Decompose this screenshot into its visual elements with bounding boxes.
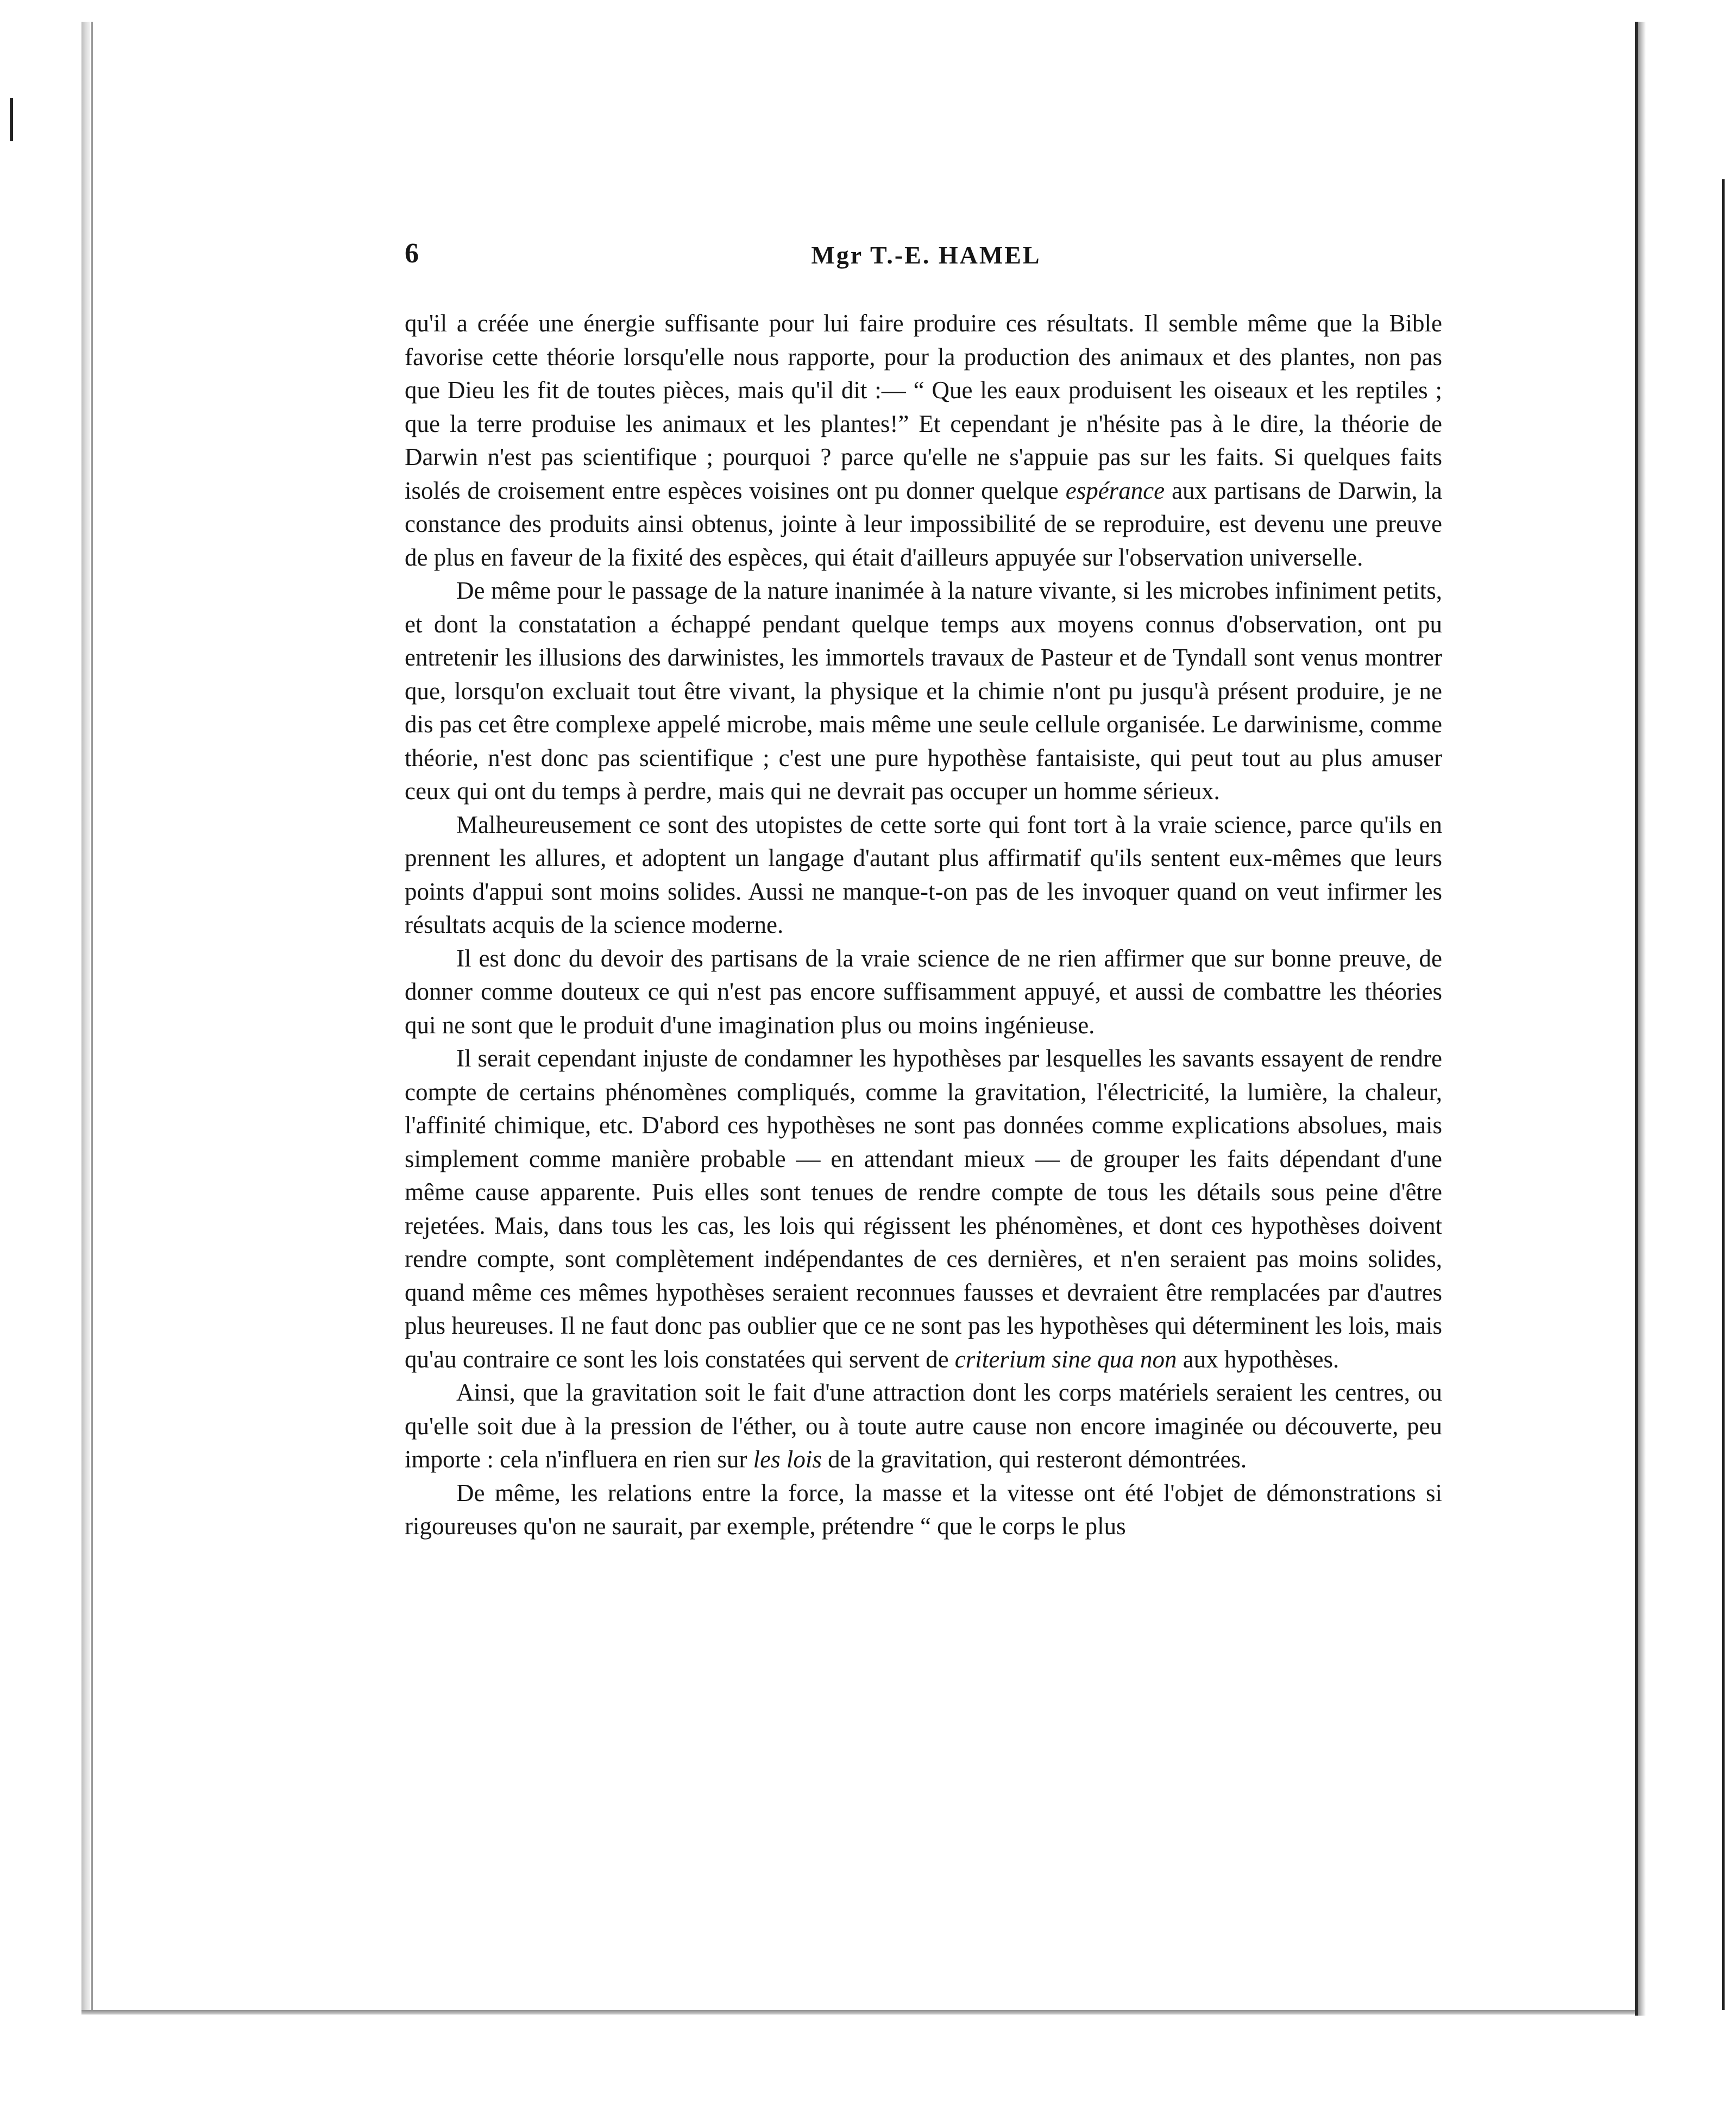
paragraph-1-text-after: aux partisans de Darwin, la constance des produits ainsi obtenus, jointe à leur impossibilité de se reproduire, est devenu une preuve de plus en faveur de la fixité des espèces, qui était d'ailleurs appuyée sur l'observation universelle. [405, 476, 1443, 571]
paragraph-5 [405, 1042, 1442, 1376]
running-title: Mgr T.-E. HAMEL [811, 241, 1041, 269]
paragraph-5-text-after: aux hypothèses. [1177, 1345, 1339, 1373]
paragraph-6-italic: les lois [753, 1446, 822, 1473]
paragraph-6 [405, 1376, 1442, 1477]
paragraph-1-italic: espérance [1065, 476, 1165, 504]
paragraph-1-text: qu'il a créée une énergie suffisante pour lui faire produire ces résultats. Il semble même que la Bible favorise cette théorie lorsqu'elle nous rapporte, pour la production des animaux et des plantes, non pas que Dieu les fit de toutes pièces, mais qu'il dit :— “ Que les eaux produisent les oiseaux et les reptiles ; que la terre produise les animaux et les plantes!” Et cependant je n'hésite pas à le dire, la théorie de Darwin n'est pas scientifique ; pourquoi ? parce qu'elle ne s'appuie pas sur les faits. Si quelques faits isolés de croisement entre espèces voisines ont pu donner quelque [405, 310, 1442, 504]
paragraph-5-italic: criterium sine qua non [954, 1345, 1177, 1373]
paragraph-6-text-after: de la gravitation, qui resteront démontrées. [821, 1446, 1247, 1473]
paragraph-4: Il est donc du devoir des partisans de la vraie science de ne rien affirmer que sur bonne preuve, de donner comme douteux ce qui n'est pas encore suffisamment appuyé, et aussi de combattre les théories qui ne sont que le produit d'une imagination plus ou moins ingénieuse. [405, 944, 1442, 1039]
paragraph-3: Malheureusement ce sont des utopistes de cette sorte qui font tort à la vraie science, parce qu'ils en prennent les allures, et adoptent un langage d'autant plus affirmatif qu'ils sentent eux-mêmes que leurs points d'appui sont moins solides. Aussi ne manque-t-on pas de les invoquer quand on veut infirmer les résultats acquis de la science moderne. [405, 811, 1442, 938]
page-number: 6 [405, 238, 420, 269]
page-edge-bottom [81, 2010, 1635, 2015]
running-head [405, 237, 1448, 281]
page-edge-left [81, 22, 90, 2010]
paragraph-1 [405, 307, 1442, 574]
page-edge-right-shadow [1638, 22, 1646, 2016]
paragraph-6-text: Ainsi, que la gravitation soit le fait d'une attraction dont les corps matériels seraient les centres, ou qu'elle soit due à la pression de l'éther, ou à toute autre cause non encore imaginée ou découverte, peu importe : cela n'influera en rien sur [405, 1379, 1442, 1473]
paragraph-5-text: Il serait cependant injuste de condamner les hypothèses par lesquelles les savants essayent de rendre compte de certains phénomènes compliqués, comme la gravitation, l'électricité, la lumière, la chaleur, l'affinité chimique, etc. D'abord ces hypothèses ne sont pas données comme explications absolues, mais simplement comme manière probable — en attendant mieux — de grouper les faits dépendant d'une même cause apparente. Puis elles sont tenues de rendre compte de tous les détails sous peine d'être rejetées. Mais, dans tous les cas, les lois qui régissent les phénomènes, et dont ces hypothèses doivent rendre compte, sont complètement indépendantes de ces dernières, et n'en seraient pas moins solides, quand même ces mêmes hypothèses seraient reconnues fausses et devraient être remplacées par d'autres plus heureuses. Il ne faut donc pas oublier que ce ne sont pas les hypothèses qui déterminent les lois, mais qu'au contraire ce sont les lois constatées qui servent de [405, 1045, 1442, 1373]
scan-mark-left [10, 98, 13, 141]
body-text [405, 307, 1442, 1543]
paragraph-2: De même pour le passage de la nature inanimée à la nature vivante, si les microbes infiniment petits, et dont la constatation a échappé pendant quelque temps aux moyens connus d'observation, ont pu entretenir les illusions des darwinistes, les immortels travaux de Pasteur et de Tyndall sont venus montrer que, lorsqu'on excluait tout être vivant, la physique et la chimie n'ont pu jusqu'à présent produire, je ne dis pas cet être complexe appelé microbe, mais même une seule cellule organisée. Le darwinisme, comme théorie, n'est donc pas scientifique ; c'est une pure hypothèse fantaisiste, qui peut tout au plus amuser ceux qui ont du temps à perdre, mais qui ne devrait pas occuper un homme sérieux. [405, 577, 1442, 805]
page-edge-left-line [91, 22, 93, 2010]
scan-border-far-right [1722, 179, 1725, 2010]
paragraph-7: De même, les relations entre la force, la masse et la vitesse ont été l'objet de démonstrations si rigoureuses qu'on ne saurait, par exemple, prétendre “ que le corps le plus [405, 1479, 1442, 1540]
